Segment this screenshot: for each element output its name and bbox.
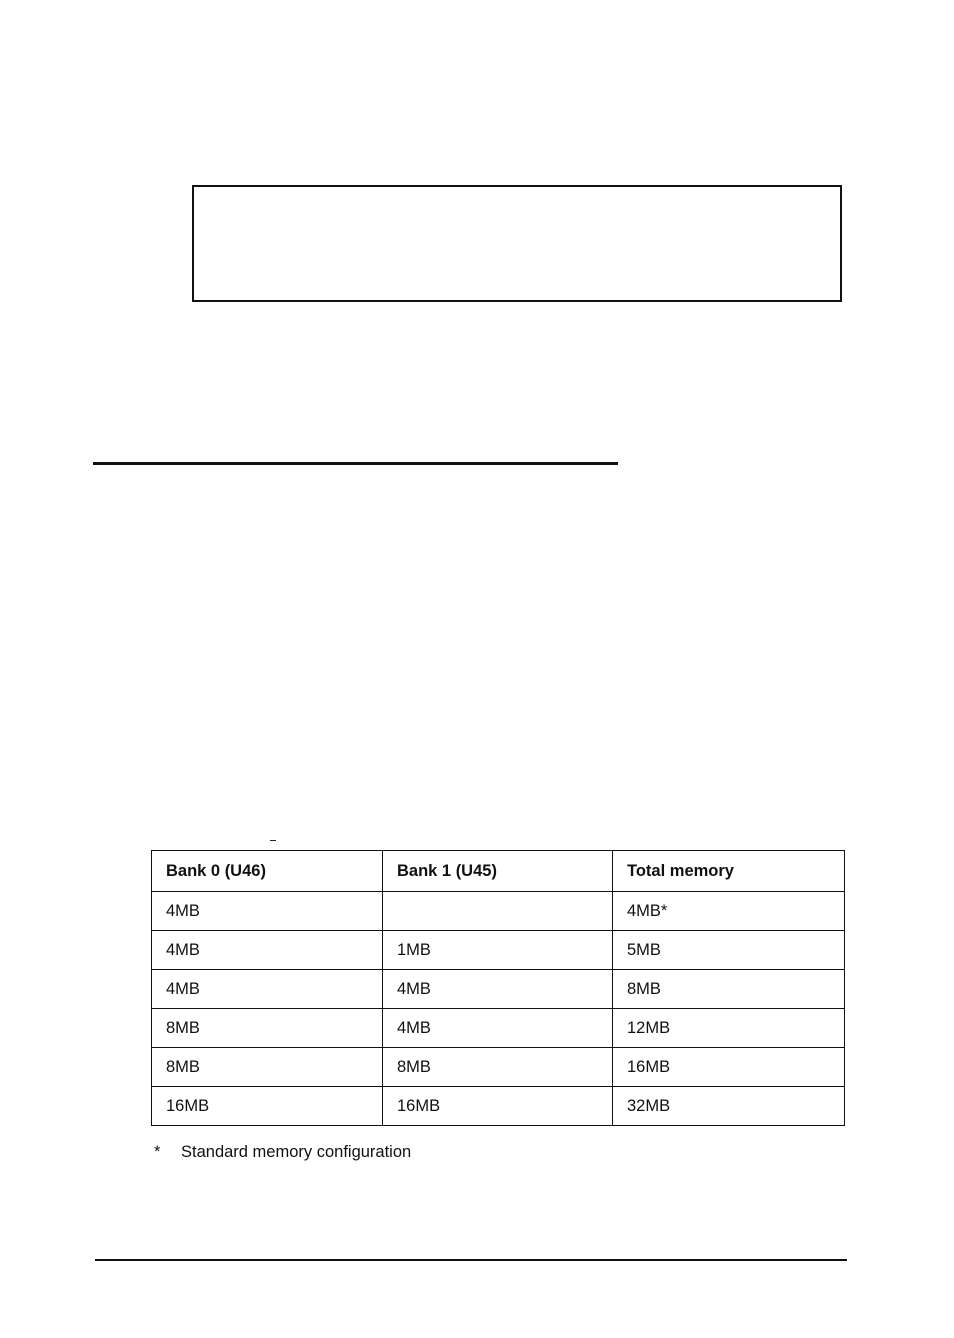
bank1-cell: 1MB <box>383 931 613 970</box>
table-row <box>152 1009 845 1048</box>
note-box <box>192 185 842 302</box>
total-memory-cell: 4MB* <box>613 892 845 931</box>
total-memory-cell: 16MB <box>613 1048 845 1087</box>
column-header-bank0: Bank 0 (U46) <box>152 851 383 892</box>
total-memory-cell: 5MB <box>613 931 845 970</box>
tick-mark <box>270 840 276 841</box>
bank1-cell: 8MB <box>383 1048 613 1087</box>
total-memory-cell: 12MB <box>613 1009 845 1048</box>
footnote-text: Standard memory configuration <box>181 1143 412 1161</box>
bank1-cell <box>383 892 613 931</box>
bank0-cell: 8MB <box>152 1048 383 1087</box>
table-footnote <box>154 1143 411 1162</box>
bank1-cell: 4MB <box>383 1009 613 1048</box>
bank0-cell: 4MB <box>152 892 383 931</box>
memory-configuration-table <box>151 850 845 1126</box>
table-row <box>152 931 845 970</box>
table-row <box>152 892 845 931</box>
bank1-cell: 16MB <box>383 1087 613 1126</box>
footer-divider <box>95 1259 847 1261</box>
column-header-bank1: Bank 1 (U45) <box>383 851 613 892</box>
total-memory-cell: 8MB <box>613 970 845 1009</box>
bank1-cell: 4MB <box>383 970 613 1009</box>
column-header-total-memory: Total memory <box>613 851 845 892</box>
bank0-cell: 4MB <box>152 970 383 1009</box>
bank0-cell: 4MB <box>152 931 383 970</box>
table-row <box>152 1087 845 1126</box>
table-row <box>152 970 845 1009</box>
total-memory-cell: 32MB <box>613 1087 845 1126</box>
footnote-marker: * <box>154 1143 161 1161</box>
bank0-cell: 16MB <box>152 1087 383 1126</box>
table-header-row <box>152 851 845 892</box>
section-divider <box>93 462 618 465</box>
bank0-cell: 8MB <box>152 1009 383 1048</box>
table-row <box>152 1048 845 1087</box>
